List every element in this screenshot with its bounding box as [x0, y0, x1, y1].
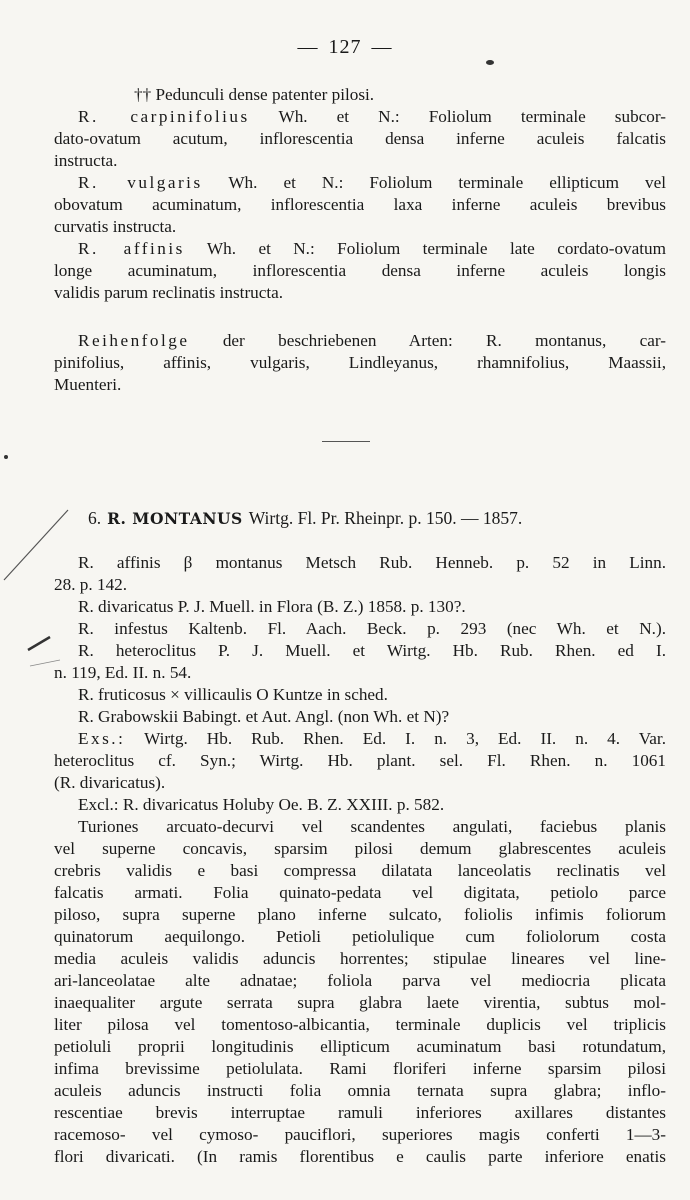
- key-entry-vulgaris: [54, 172, 666, 238]
- exsiccatae-text: Wirtg. Hb. Rub. Rhen. Ed. I. n. 3, Ed. II. n. 4. Var.: [125, 729, 666, 748]
- entry-text: Wh. et N.: Foliolum terminale subcor-: [249, 107, 666, 126]
- species-name: R. vulgaris: [78, 173, 203, 192]
- order-text: pinifolius, affinis, vulgaris, Lindleyanus, rhamnifolius, Maassii,: [54, 353, 666, 372]
- pencil-stroke-3: [30, 660, 60, 666]
- species-citation: Wirtg. Fl. Pr. Rheinpr. p. 150. — 1857.: [248, 508, 523, 528]
- page-number-value: 127: [328, 36, 362, 58]
- page-number: [0, 36, 690, 59]
- ink-speck: [4, 455, 8, 459]
- species-heading: [88, 508, 666, 529]
- species-name: R. affinis: [78, 239, 185, 258]
- pencil-marks: [0, 500, 80, 700]
- entry-text: longe acuminatum, inflorescentia densa inferne aculeis longis: [54, 261, 666, 280]
- synonym-line: R. heteroclitus P. J. Muell. et Wirtg. Hb. Rub. Rhen. ed I.: [78, 641, 666, 660]
- description-line: liter pilosa vel tomentoso-albicantia, terminale duplicis vel triplicis: [54, 1015, 666, 1034]
- description-line: ari-lanceolatae alte adnatae; foliola parva vel mediocria plicata: [54, 971, 666, 990]
- section-divider: [322, 441, 370, 442]
- entry-text: curvatis instructa.: [54, 217, 177, 236]
- description-line: flori divaricati. (In ramis florentibus e caulis parte inferiore enatis: [54, 1147, 666, 1166]
- dash-left: —: [297, 36, 319, 58]
- key-entry-carpinifolius: [54, 106, 666, 172]
- description-line: aculeis aduncis instructi folia omnia ternata supra glabra; inflo-: [54, 1081, 666, 1100]
- description-line: crebris validis e basi compressa dilatata lanceolatis reclinatis vel: [54, 861, 666, 880]
- entry-text: validis parum reclinatis instructa.: [54, 283, 284, 302]
- species-order: [54, 330, 666, 396]
- description-line: piloso, supra superne plano inferne sulcato, foliolis infimis foliorum: [54, 905, 666, 924]
- description-line: petioluli proprii longitudinis ellipticum acuminatum basi rotundatum,: [54, 1037, 666, 1056]
- key-section: [54, 84, 666, 304]
- exsiccatae-text: (R. divaricatus).: [54, 773, 166, 792]
- species-title: R. MONTANUS: [107, 509, 243, 528]
- species-number: 6.: [88, 508, 102, 528]
- pencil-stroke-1: [4, 510, 68, 580]
- entry-text: obovatum acuminatum, inflorescentia laxa inferne aculeis brevibus: [54, 195, 666, 214]
- description-line: falcatis armati. Folia quinato-pedata vel digitata, petiolo parce: [54, 883, 666, 902]
- description-line: media aculeis validis aduncis horrentes; stipulae lineares vel line-: [54, 949, 666, 968]
- synonym-line: n. 119, Ed. II. n. 54.: [54, 663, 192, 682]
- exsiccatae-label: Exs.:: [78, 729, 126, 748]
- order-text: Muenteri.: [54, 375, 122, 394]
- order-label: Reihenfolge: [78, 331, 190, 350]
- pencil-stroke-2: [28, 637, 50, 650]
- key-entry-affinis: [54, 238, 666, 304]
- synonym-line: R. affinis β montanus Metsch Rub. Henneb. p. 52 in Linn.: [78, 553, 666, 572]
- dash-right: —: [371, 36, 393, 58]
- synonym-line: 28. p. 142.: [54, 575, 128, 594]
- entry-text: instructa.: [54, 151, 118, 170]
- synonym-line: R. Grabowskii Babingt. et Aut. Angl. (non Wh. et N)?: [78, 707, 450, 726]
- synonym-line: R. divaricatus P. J. Muell. in Flora (B. Z.) 1858. p. 130?.: [78, 597, 466, 616]
- entry-text: Wh. et N.: Foliolum terminale ellipticum vel: [202, 173, 666, 192]
- description-line: racemoso- vel cymoso- pauciflori, superiores magis conferti 1—3-: [54, 1125, 666, 1144]
- exsiccatae-text: heteroclitus cf. Syn.; Wirtg. Hb. plant. sel. Fl. Rhen. n. 1061: [54, 751, 666, 770]
- entry-text: Wh. et N.: Foliolum terminale late cordato-ovatum: [184, 239, 667, 258]
- description-line: rescentiae brevis interruptae ramuli inferiores axillares distantes: [54, 1103, 666, 1122]
- synonym-line: R. fruticosus × villicaulis O Kuntze in sched.: [78, 685, 388, 704]
- species-name: R. carpinifolius: [78, 107, 250, 126]
- ink-speck: [486, 60, 494, 65]
- description-line: quinatorum aequilongo. Petioli petiolulique cum foliolorum costa: [54, 927, 666, 946]
- description-line: Turiones arcuato-decurvi vel scandentes angulati, faciebus planis: [78, 817, 666, 836]
- entry-text: dato-ovatum acutum, inflorescentia densa inferne aculeis falcatis: [54, 129, 666, 148]
- description-line: vel superne concavis, sparsim pilosi demum glabrescentes aculeis: [54, 839, 666, 858]
- order-text: der beschriebenen Arten: R. montanus, car-: [189, 331, 666, 350]
- key-subheading: †† Pedunculi dense patenter pilosi.: [134, 85, 375, 104]
- synonyms-list: [54, 552, 666, 1168]
- synonym-line: R. infestus Kaltenb. Fl. Aach. Beck. p. 293 (nec Wh. et N.).: [78, 619, 666, 638]
- description-line: infima brevissime petiolulata. Rami floriferi inferne sparsim pilosi: [54, 1059, 666, 1078]
- description-line: inaequaliter argute serrata supra glabra laete virentia, subtus mol-: [54, 993, 666, 1012]
- excluded-line: Excl.: R. divaricatus Holuby Oe. B. Z. XXIII. p. 582.: [78, 795, 445, 814]
